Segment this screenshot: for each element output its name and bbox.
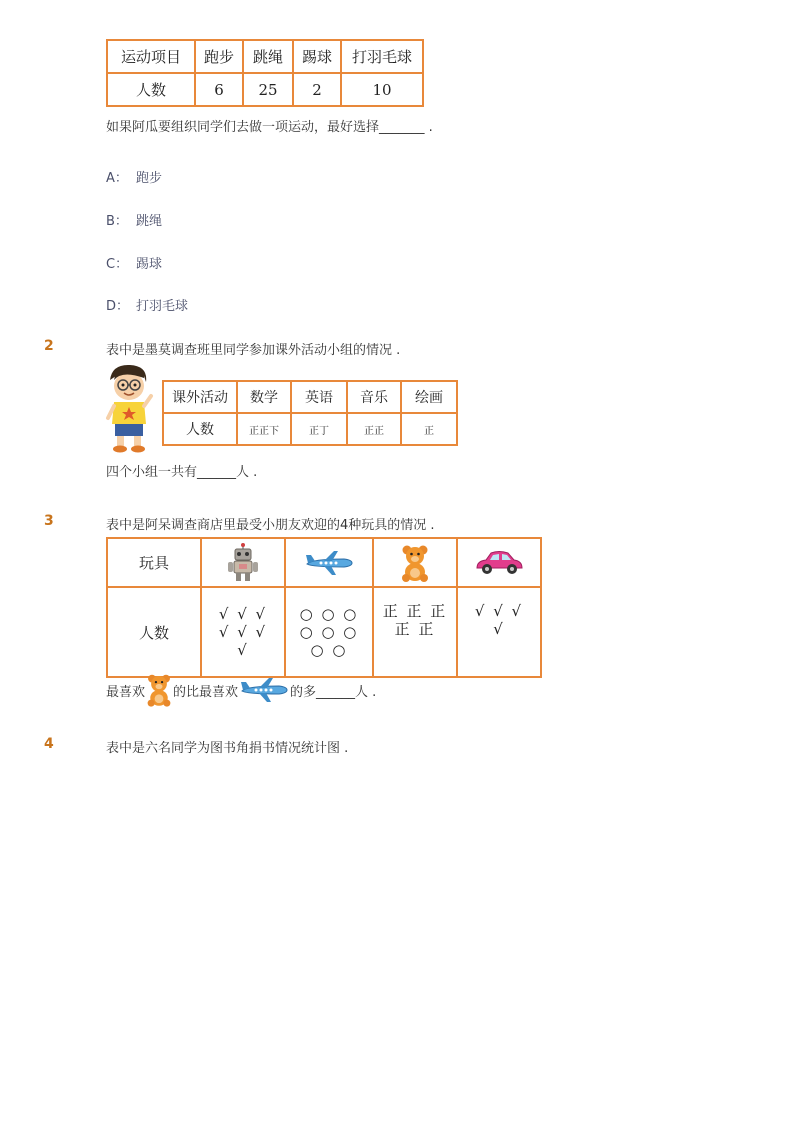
tally-cell: 正正 (347, 413, 401, 445)
tally-cell: 正 (401, 413, 457, 445)
marks-line: 正 正 正 (382, 602, 448, 620)
table-header-cell: 运动项目 (107, 40, 195, 73)
table-row (163, 413, 457, 445)
question-text: 如果阿瓜要组织同学们去做一项运动，最好选择_______ . (106, 120, 433, 135)
answer-prefix: 最喜欢 (106, 685, 146, 700)
table-header-cell: 玩具 (107, 538, 201, 587)
question-text: 表中是六名同学为图书角捐书情况统计图 . (106, 741, 349, 756)
car-icon (474, 549, 524, 577)
airplane-icon (304, 549, 354, 577)
marks-cell-robot (201, 587, 285, 677)
activity-table (162, 380, 458, 446)
marks-line: 正 正 (394, 620, 436, 638)
table-row (163, 381, 457, 413)
marks-line: ○ ○ ○ (299, 605, 359, 623)
toy-cell-robot (201, 538, 285, 587)
marks-line: √ √ √ (218, 605, 268, 623)
question-number: 4 (44, 736, 54, 752)
marks-line: ○ ○ ○ (299, 623, 359, 641)
question-number: 3 (44, 513, 54, 529)
toy-cell-car (457, 538, 541, 587)
table-row (107, 73, 423, 106)
marks-line: ○ ○ (310, 641, 348, 659)
table-cell: 10 (341, 73, 423, 106)
table-cell: 人数 (163, 413, 237, 445)
marks-line: √ (237, 641, 249, 659)
question-text: 表中是阿呆调查商店里最受小朋友欢迎的4种玩具的情况 . (106, 518, 435, 533)
option-key: A： (106, 171, 128, 186)
table-header-cell: 数学 (237, 381, 291, 413)
option-b[interactable] (106, 210, 162, 229)
toy-table (106, 537, 542, 678)
option-label: 跑步 (136, 171, 163, 186)
table-header-cell: 踢球 (293, 40, 341, 73)
marks-line: √ (493, 620, 505, 638)
question-answer-line (106, 672, 376, 708)
table-row (107, 587, 541, 677)
answer-suffix: 的多______人 . (290, 685, 377, 700)
option-label: 跳绳 (136, 214, 163, 229)
table-cell: 人数 (107, 587, 201, 677)
option-a[interactable] (106, 167, 162, 186)
table-header-cell: 绘画 (401, 381, 457, 413)
option-label: 踢球 (136, 257, 163, 272)
tally-cell: 正正下 (237, 413, 291, 445)
marks-cell-teddy-bear (373, 587, 457, 677)
question-number: 2 (44, 338, 54, 354)
option-key: C： (106, 257, 129, 272)
option-label: 打羽毛球 (136, 299, 189, 314)
teddy-bear-icon (399, 544, 431, 582)
marks-cell-airplane (285, 587, 373, 677)
table-header-cell: 英语 (291, 381, 347, 413)
table-cell: 2 (293, 73, 341, 106)
table-header-cell: 课外活动 (163, 381, 237, 413)
option-key: D： (106, 299, 130, 314)
robot-icon (225, 543, 261, 583)
table-row (107, 538, 541, 587)
marks-cell-car (457, 587, 541, 677)
sports-table (106, 39, 424, 107)
boy-icon (104, 362, 154, 454)
option-c[interactable] (106, 253, 162, 272)
marks-line: √ √ √ (218, 623, 268, 641)
answer-middle: 的比最喜欢 (173, 685, 239, 700)
toy-cell-teddy-bear (373, 538, 457, 587)
toy-cell-airplane (285, 538, 373, 587)
question-answer-text: 四个小组一共有______人 . (106, 465, 258, 480)
table-cell: 6 (195, 73, 243, 106)
tally-cell: 正丁 (291, 413, 347, 445)
option-d[interactable] (106, 295, 188, 314)
marks-line: √ √ √ (474, 602, 524, 620)
table-cell: 25 (243, 73, 293, 106)
table-header-cell: 音乐 (347, 381, 401, 413)
table-header-cell: 跑步 (195, 40, 243, 73)
table-header-cell: 跳绳 (243, 40, 293, 73)
option-key: B： (106, 214, 128, 229)
teddy-bear-icon (145, 672, 173, 708)
table-header-cell: 打羽毛球 (341, 40, 423, 73)
table-row (107, 40, 423, 73)
airplane-icon (238, 676, 290, 704)
question-text: 表中是墨莫调查班里同学参加课外活动小组的情况 . (106, 343, 401, 358)
table-cell: 人数 (107, 73, 195, 106)
